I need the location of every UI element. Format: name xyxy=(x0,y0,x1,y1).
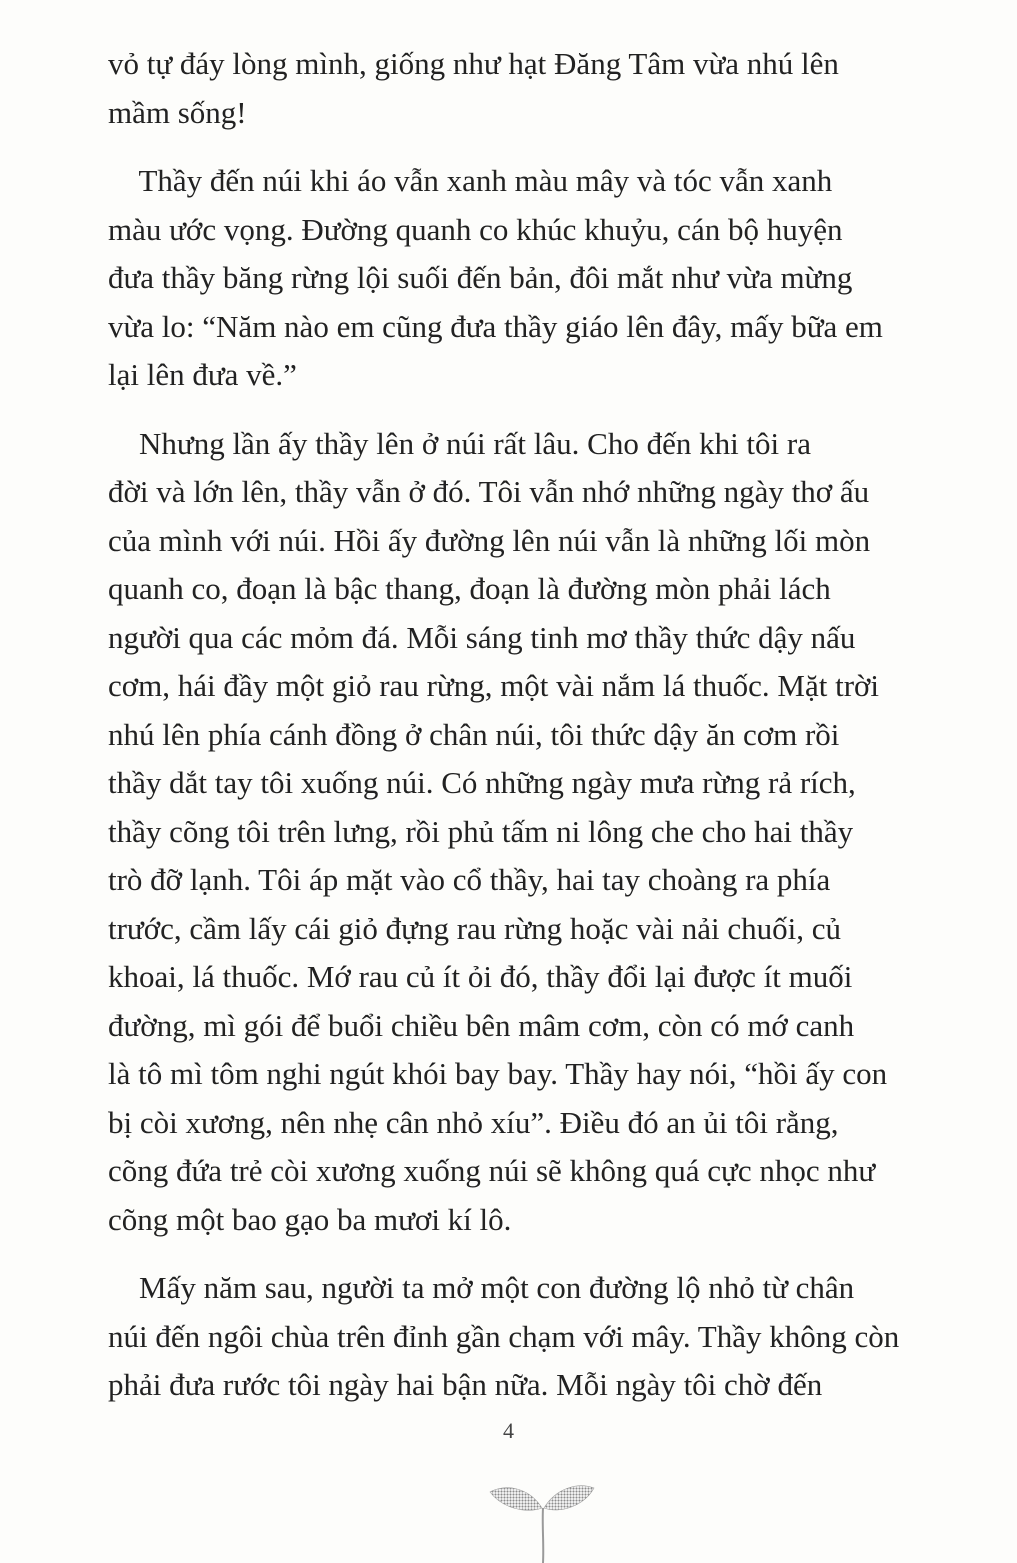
text-line: màu ước vọng. Đường quanh co khúc khuỷu, cán bộ huyện xyxy=(108,211,843,247)
text-line: của mình với núi. Hồi ấy đường lên núi vẫn là những lối mòn xyxy=(108,522,871,558)
page-number: 4 xyxy=(503,1418,514,1443)
text-line: thầy cõng tôi trên lưng, rồi phủ tấm ni lông che cho hai thầy xyxy=(108,813,854,849)
text-line: đời và lớn lên, thầy vẫn ở đó. Tôi vẫn nhớ những ngày thơ ấu xyxy=(108,474,870,509)
text-line: trước, cầm lấy cái giỏ đựng rau rừng hoặc vài nải chuối, củ xyxy=(108,910,842,946)
text-line: mầm sống! xyxy=(108,94,247,130)
text-line: vỏ tự đáy lòng mình, giống như hạt Đăng Tâm vừa nhú lên xyxy=(108,46,839,81)
text-line: người qua các mỏm đá. Mỗi sáng tinh mơ thầy thức dậy nấu xyxy=(108,619,856,655)
stem xyxy=(543,1508,544,1563)
text-line: đường, mì gói để buổi chiều bên mâm cơm, còn có mớ canh xyxy=(108,1007,855,1043)
paragraph-4 xyxy=(108,1264,968,1410)
paragraph-1 xyxy=(108,40,968,137)
text-line: Mấy năm sau, người ta mở một con đường lộ nhỏ từ chân xyxy=(108,1270,855,1305)
text-line: là tô mì tôm nghi ngút khói bay bay. Thầy hay nói, “hồi ấy con xyxy=(108,1056,888,1091)
text-line: quanh co, đoạn là bậc thang, đoạn là đường mòn phải lách xyxy=(108,571,831,606)
text-line: cõng đứa trẻ còi xương xuống núi sẽ không quá cực nhọc như xyxy=(108,1153,876,1188)
text-line: cơm, hái đầy một giỏ rau rừng, một vài nắm lá thuốc. Mặt trời xyxy=(108,668,880,703)
text-line: cõng một bao gạo ba mươi kí lô. xyxy=(108,1201,512,1237)
text-line: vừa lo: “Năm nào em cũng đưa thầy giáo lên đây, mấy bữa em xyxy=(108,308,883,344)
text-line: Thầy đến núi khi áo vẫn xanh màu mây và tóc vẫn xanh xyxy=(108,163,833,198)
left-leaf xyxy=(490,1488,542,1511)
text-line: nhú lên phía cánh đồng ở chân núi, tôi thức dậy ăn cơm rồi xyxy=(108,716,840,752)
text-line: đưa thầy băng rừng lội suối đến bản, đôi mắt như vừa mừng xyxy=(108,260,853,295)
text-line: bị còi xương, nên nhẹ cân nhỏ xíu”. Điều đó an ủi tôi rằng, xyxy=(108,1104,839,1140)
text-line: thầy dắt tay tôi xuống núi. Có những ngày mưa rừng rả rích, xyxy=(108,765,856,800)
paragraph-3 xyxy=(108,420,968,1245)
text-line: Nhưng lần ấy thầy lên ở núi rất lâu. Cho đến khi tôi ra xyxy=(108,425,811,461)
text-line: phải đưa rước tôi ngày hai bận nữa. Mỗi ngày tôi chờ đến xyxy=(108,1367,823,1402)
page-body xyxy=(108,40,968,1410)
text-line: núi đến ngôi chùa trên đỉnh gần chạm với mây. Thầy không còn xyxy=(108,1318,900,1354)
text-line: khoai, lá thuốc. Mớ rau củ ít ỏi đó, thầy đổi lại được ít muối xyxy=(108,959,853,994)
text-line: lại lên đưa về.” xyxy=(108,357,297,392)
right-leaf xyxy=(544,1486,594,1510)
paragraph-2 xyxy=(108,157,968,400)
text-line: trò đỡ lạnh. Tôi áp mặt vào cổ thầy, hai tay choàng ra phía xyxy=(108,862,831,897)
sprout-icon xyxy=(488,1478,598,1563)
